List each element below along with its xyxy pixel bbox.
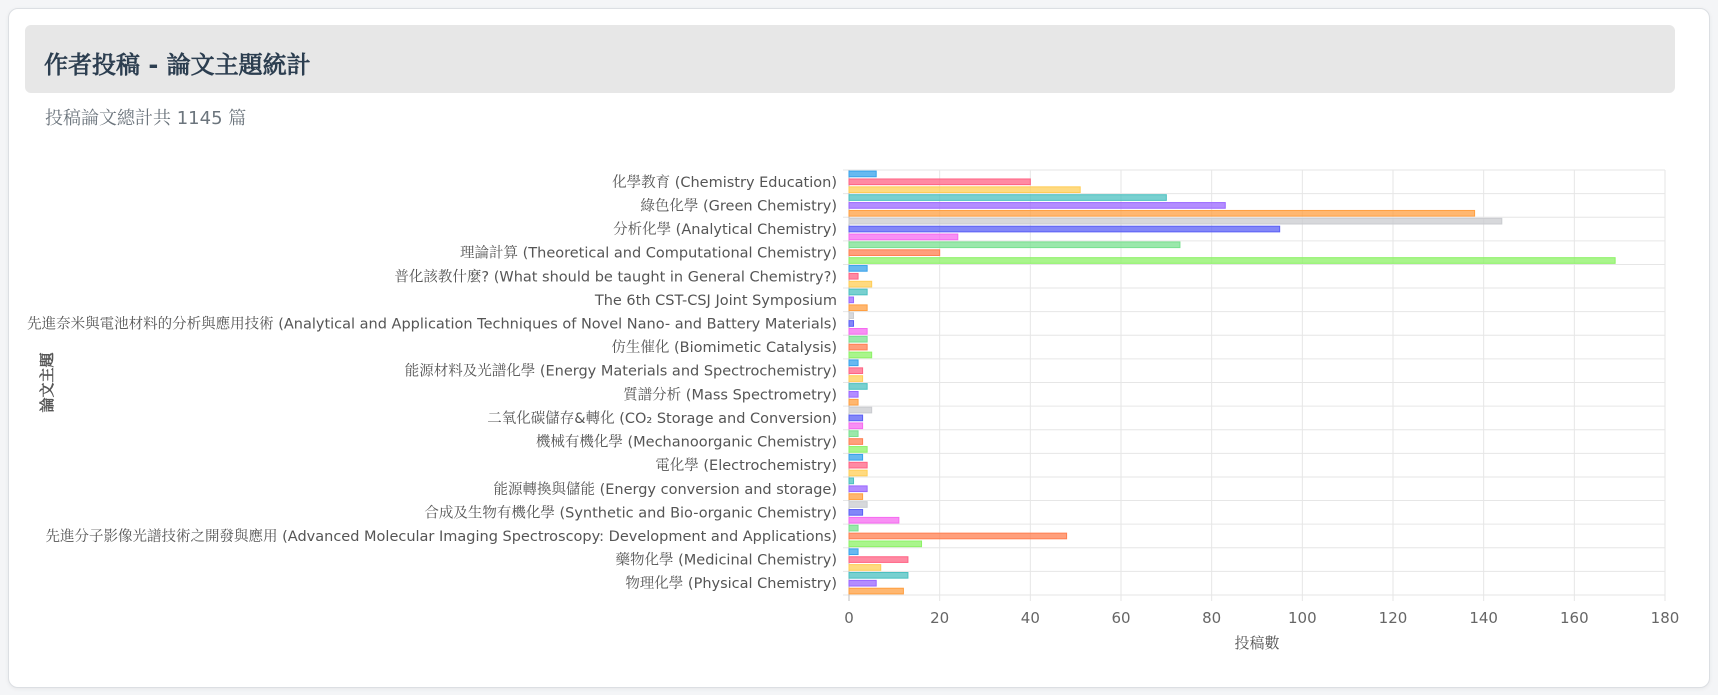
bar (849, 510, 863, 516)
bar (849, 391, 858, 397)
bar (849, 525, 858, 531)
bar (849, 360, 858, 366)
bar (849, 266, 867, 272)
bar (849, 305, 867, 311)
y-category-label: 藥物化學 (Medicinal Chemistry) (615, 552, 837, 569)
bar (849, 399, 858, 405)
bar (849, 533, 1067, 539)
bar (849, 297, 854, 303)
bar (849, 234, 958, 240)
bar (849, 321, 854, 327)
y-category-label: 二氧化碳儲存&轉化 (CO₂ Storage and Conversion) (487, 410, 837, 427)
bar (849, 415, 863, 421)
bar (849, 407, 872, 413)
bar (849, 313, 854, 319)
bar (849, 502, 867, 508)
y-category-label: 先進奈米與電池材料的分析與應用技術 (Analytical and Application Techniques of Novel Nano- and Battery Materials) (27, 316, 837, 333)
bar (849, 376, 863, 382)
bar (849, 565, 881, 571)
bar (849, 289, 867, 295)
y-category-label: The 6th CST-CSJ Joint Symposium (594, 292, 837, 309)
bar (849, 336, 867, 342)
bar (849, 557, 908, 563)
bar (849, 549, 858, 555)
y-axis-title: 論文主題 (38, 352, 56, 413)
y-category-label: 化學教育 (Chemistry Education) (612, 174, 837, 191)
bar (849, 431, 858, 437)
bar (849, 572, 908, 578)
y-category-label: 能源轉換與儲能 (Energy conversion and storage) (493, 481, 837, 498)
bar (849, 250, 940, 256)
y-category-label: 分析化學 (Analytical Chemistry) (613, 222, 837, 239)
x-tick-label: 0 (844, 609, 854, 627)
bar (849, 580, 876, 586)
bar (849, 517, 899, 523)
x-tick-label: 40 (1020, 609, 1040, 627)
bar (849, 187, 1080, 193)
x-tick-label: 100 (1288, 609, 1317, 627)
y-category-label: 電化學 (Electrochemistry) (655, 458, 837, 475)
bar (849, 218, 1502, 224)
x-axis-title: 投稿數 (1234, 634, 1280, 652)
x-tick-label: 80 (1202, 609, 1222, 627)
bar (849, 273, 858, 279)
x-tick-label: 160 (1560, 609, 1589, 627)
bar (849, 344, 867, 350)
bar (849, 478, 854, 484)
bar (849, 384, 867, 390)
y-category-label: 綠色化學 (Green Chemistry) (640, 198, 837, 215)
bar (849, 171, 876, 177)
bar (849, 210, 1475, 216)
bar (849, 439, 863, 445)
bar (849, 226, 1280, 232)
bar (849, 454, 863, 460)
y-category-label: 機械有機化學 (Mechanoorganic Chemistry) (535, 434, 837, 451)
bar (849, 352, 872, 358)
bar (849, 179, 1030, 185)
y-category-label: 質譜分析 (Mass Spectrometry) (623, 387, 837, 404)
x-tick-label: 20 (930, 609, 950, 627)
y-category-label: 物理化學 (Physical Chemistry) (625, 576, 837, 593)
bar (849, 329, 867, 335)
y-category-label: 理論計算 (Theoretical and Computational Chemistry) (460, 245, 837, 262)
total-papers-summary: 投稿論文總計共 1145 篇 (45, 108, 247, 129)
bar (849, 368, 863, 374)
y-category-label: 仿生催化 (Biomimetic Catalysis) (611, 340, 837, 357)
bar (849, 541, 922, 547)
page-title: 作者投稿 - 論文主題統計 (44, 51, 311, 79)
y-category-label: 普化該教什麼? (What should be taught in General Chemistry?) (394, 269, 837, 286)
bar (849, 470, 867, 476)
x-tick-label: 140 (1469, 609, 1498, 627)
bar (849, 242, 1180, 248)
y-category-label: 先進分子影像光譜技術之開發與應用 (Advanced Molecular Imaging Spectroscopy: Development and Applications) (45, 528, 837, 545)
bar (849, 195, 1166, 201)
x-tick-label: 180 (1650, 609, 1680, 627)
bar (849, 281, 872, 287)
bar (849, 447, 867, 453)
bar (849, 258, 1615, 264)
bar (849, 423, 863, 429)
x-tick-label: 120 (1378, 609, 1408, 627)
bar (849, 588, 903, 594)
y-category-label: 能源材料及光譜化學 (Energy Materials and Spectrochemistry) (404, 363, 837, 380)
bar (849, 486, 867, 492)
bar (849, 203, 1225, 209)
x-tick-label: 60 (1111, 609, 1131, 627)
bar (849, 494, 863, 500)
y-category-label: 合成及生物有機化學 (Synthetic and Bio-organic Chemistry) (424, 505, 837, 522)
bar (849, 462, 867, 468)
